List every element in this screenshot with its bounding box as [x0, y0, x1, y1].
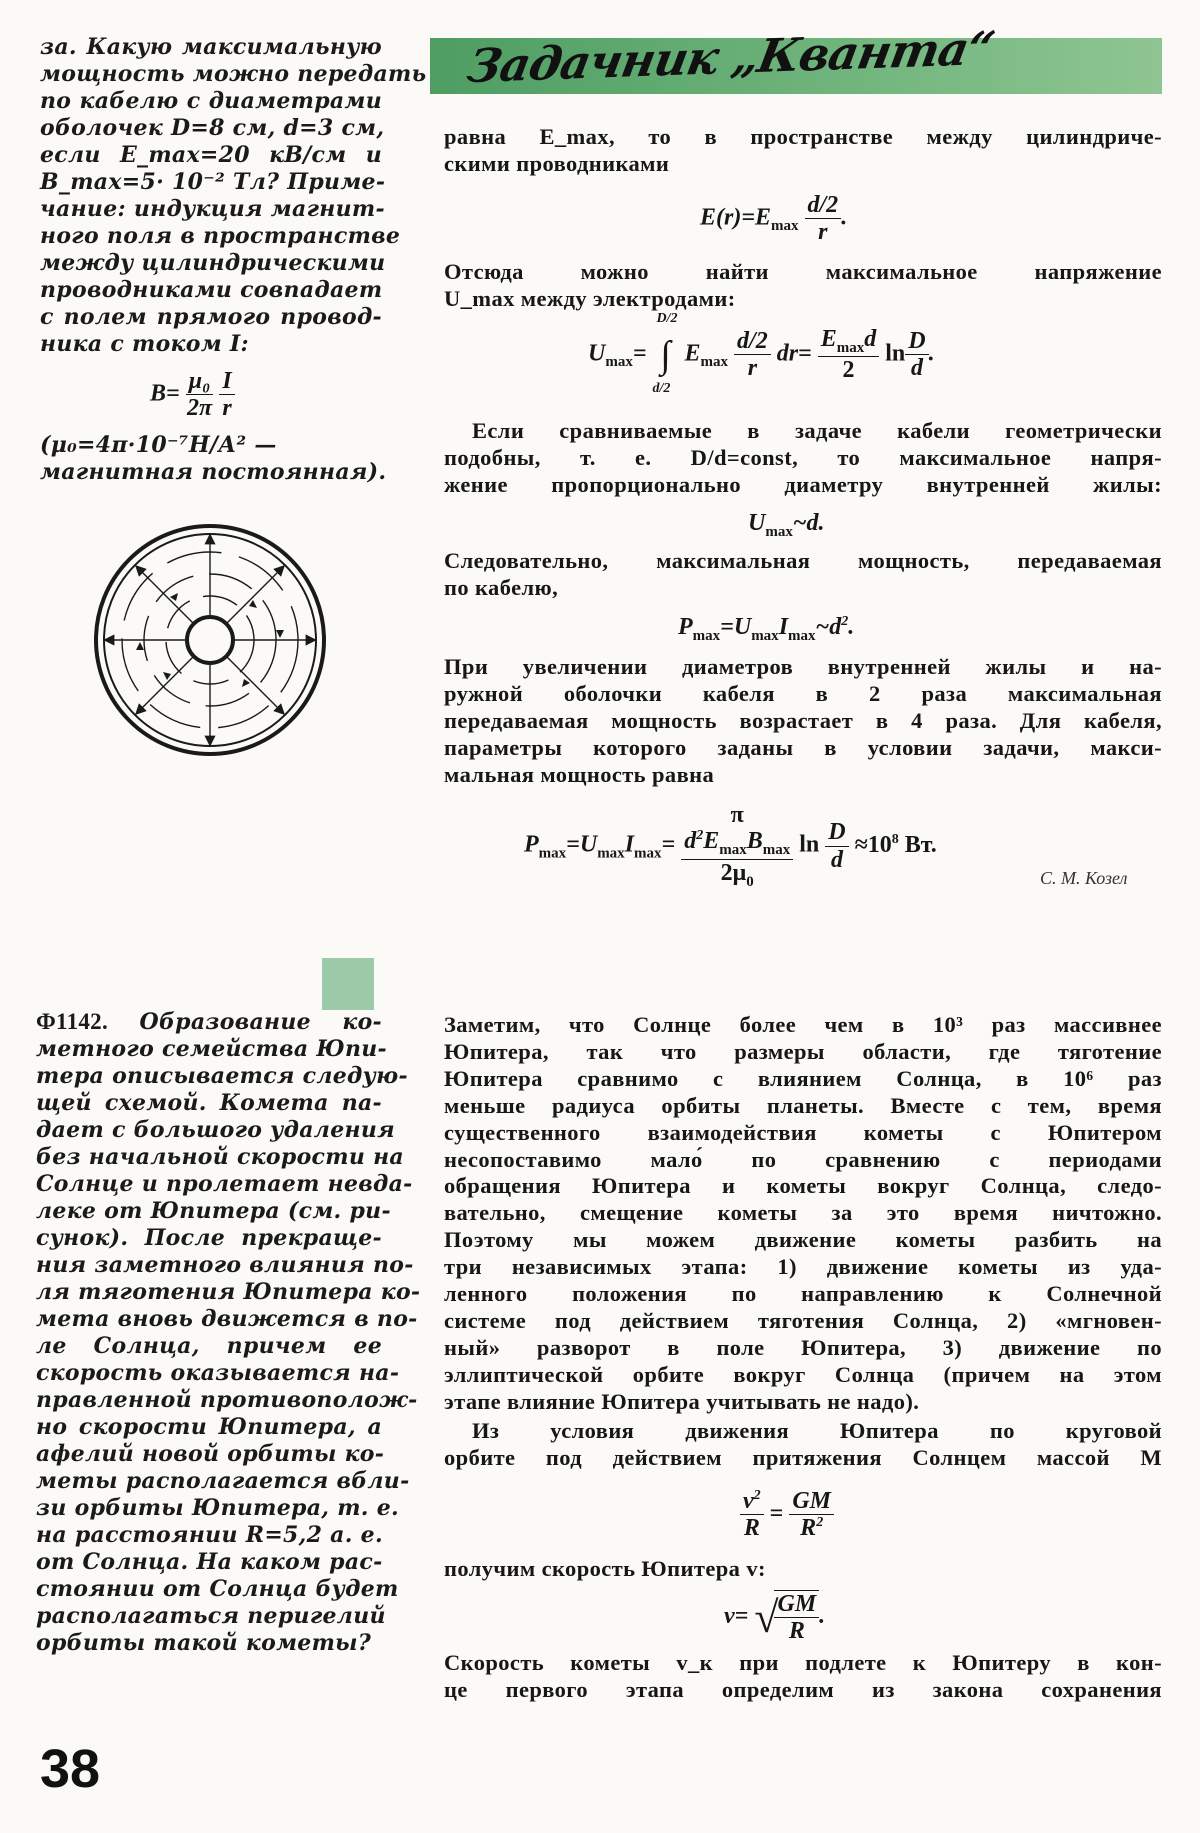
formula-p-max: $P_{max}=U_{max}I_{max}=$ π $d^2E_{max}B_{max}$ $2\mu_0$ ln $\frac{D}{d}$ $\approx 10^8$ Вт.: [524, 802, 937, 890]
text-line: стоянии от Солнца будет: [36, 1576, 399, 1602]
text-line: системе под действием тяготения Солнца, 2) «мгновен-: [444, 1307, 1162, 1333]
text-line: меты располагается вбли-: [36, 1468, 410, 1494]
text-line: с полем прямого провод-: [40, 304, 382, 330]
text-line: Если сравниваемые в задаче кабели геометрически: [472, 418, 1162, 443]
text-line: Поэтому мы можем движение кометы разбить на: [444, 1227, 1162, 1253]
text-line: Отсюда можно найти максимальное напряжение: [444, 259, 1162, 284]
text-line: по кабелю,: [444, 574, 559, 600]
problem-number: Ф1142.: [36, 1009, 109, 1034]
text-line: U_max между электродами:: [444, 285, 736, 311]
fraction: [186, 368, 214, 422]
text-line: сунок). После прекраще-: [36, 1225, 382, 1251]
text-line: этапе влияние Юпитера учитывать не надо).: [444, 1388, 920, 1414]
text-line: Скорость кометы v_к при подлете к Юпитеру в кон-: [444, 1650, 1162, 1675]
text-line: B_max=5· 10⁻² Тл? Приме-: [40, 169, 386, 195]
text-line: Следовательно, максимальная мощность, передаваемая: [444, 548, 1162, 573]
text-line: проводниками совпадает: [40, 277, 383, 303]
text-line: магнитная постоянная).: [40, 459, 387, 485]
text-line: вательно, смещение кометы за это время ничтожно.: [444, 1200, 1162, 1226]
text-line: мета вновь движется в по-: [36, 1306, 418, 1332]
text-line: располагаться перигелий: [36, 1603, 386, 1629]
problem-first-line: Образование ко-: [139, 1009, 382, 1035]
text-line: получим скорость Юпитера v:: [444, 1556, 766, 1581]
text-line: но скорости Юпитера, а: [36, 1414, 382, 1440]
formula-e-field: $E(r)=E_{max}$ $\frac{d/2}{r}$ .: [700, 192, 848, 246]
integral-upper-limit: D/2: [656, 310, 678, 326]
solution2-paragraph-3: [444, 1556, 1162, 1583]
text-line: правленной противополож-: [36, 1387, 418, 1413]
text-line: от Солнца. На каком рас-: [36, 1549, 383, 1575]
text-line: равна E_max, то в пространстве между цилиндриче-: [444, 124, 1162, 149]
text-line: параметры которого заданы в условии задачи, макси-: [444, 734, 1162, 760]
numerator: I: [219, 368, 234, 395]
formula-circular-orbit: $\frac{v^2}{R}$ = $\frac{GM}{R^2}$: [740, 1488, 834, 1542]
problem-marker: [322, 958, 374, 1010]
text-line: ружной оболочки кабеля в 2 раза максимальная: [444, 680, 1162, 706]
text-line: обращения Юпитера и кометы вокруг Солнца, следо-: [444, 1173, 1162, 1199]
text-line: без начальной скорости на: [36, 1144, 404, 1170]
text-line: Из условия движения Юпитера по круговой: [472, 1418, 1162, 1443]
text-line: эллиптической орбите вокруг Солнца (причем на этом: [444, 1361, 1162, 1387]
integral-lower-limit: d/2: [652, 380, 671, 396]
text-line: подобны, т. е. D/d=const, то максимальное напря-: [444, 444, 1162, 470]
text-line: мальная мощность равна: [444, 761, 715, 787]
text-line: ного поля в пространстве: [40, 223, 401, 249]
solution-paragraph-2: [444, 259, 1162, 313]
text-line: Заметим, что Солнце более чем в 10³ раз массивнее: [444, 1012, 1162, 1037]
author-signature: С. М. Козел: [1040, 868, 1128, 888]
page-number: 38: [40, 1739, 101, 1799]
formula-jupiter-speed: v= √ $\frac{GM}{R}$ .: [724, 1591, 826, 1645]
text-line: зи орбиты Юпитера, т. е.: [36, 1495, 399, 1521]
text-line: метного семейства Юпи-: [36, 1036, 387, 1062]
text-line: леке от Юпитера (см. ри-: [36, 1198, 391, 1224]
text-line: скорость оказывается на-: [36, 1360, 400, 1386]
text-line: если E_max=20 кВ/см и: [40, 142, 382, 168]
text-line: ленного положения по направлению к Солнечной: [444, 1281, 1162, 1307]
solution2-paragraph-4: [444, 1650, 1162, 1704]
denominator: r: [222, 395, 232, 422]
solution-paragraph-4: [444, 548, 1162, 602]
text-line: на расстоянии R=5,2 а. е.: [36, 1522, 383, 1548]
solution-paragraph-5: [444, 654, 1162, 789]
formula-p-proportional: $P_{max}=U_{max}I_{max}\sim d^2$.: [678, 614, 855, 644]
solution2-paragraph-1: [444, 1012, 1162, 1416]
text-line: При увеличении диаметров внутренней жилы и на-: [444, 654, 1162, 679]
formula-b-field: [150, 368, 235, 422]
text-line: тера описывается следую-: [36, 1063, 408, 1089]
text-line: (μ₀=4π·10⁻⁷Н/А² —: [40, 432, 277, 458]
text-line: существенного взаимодействия кометы с Юпитером: [444, 1119, 1162, 1145]
text-line: щей схемой. Комета па-: [36, 1090, 382, 1116]
text-line: передаваемая мощность возрастает в 4 раза. Для кабеля,: [444, 707, 1162, 733]
text-line: орбиты такой кометы?: [36, 1630, 372, 1656]
left-note: [40, 432, 387, 486]
text-line: ния заметного влияния по-: [36, 1252, 414, 1278]
fraction: [219, 368, 234, 422]
coaxial-field-diagram: [90, 520, 330, 760]
denominator: 2π: [186, 395, 213, 422]
formula-u-proportional: $U_{max}\sim d$.: [748, 510, 825, 540]
text-line: ле Солнца, причем ее: [36, 1333, 382, 1359]
text-line: чание: индукция магнит-: [40, 196, 385, 222]
numerator: μ₀: [186, 368, 214, 395]
text-line: жение пропорционально диаметру внутренней жилы:: [444, 471, 1162, 497]
text-line: скими проводниками: [444, 150, 670, 176]
text-line: три независимых этапа: 1) движение кометы из уда-: [444, 1254, 1162, 1280]
text-line: орбите под действием притяжения Солнцем массой M: [444, 1444, 1162, 1470]
text-line: [36, 1008, 382, 1036]
text-line: мощность можно передать: [40, 61, 427, 87]
section-banner-title: Задачник „Кванта“: [463, 20, 999, 94]
text-line: по кабелю с диаметрами: [40, 88, 382, 114]
text-line: Солнце и пролетает невда-: [36, 1171, 413, 1197]
solution-paragraph-1: [444, 124, 1162, 178]
formula-lhs: B=: [150, 380, 180, 407]
solution-paragraph-3: [444, 418, 1162, 499]
text-line: ный» разворот в поле Юпитера, 3) движение по: [444, 1334, 1162, 1360]
text-line: Юпитера, так что размеры области, где тяготение: [444, 1038, 1162, 1064]
left-problem-text: [40, 34, 427, 358]
text-line: оболочек D=8 см, d=3 см,: [40, 115, 385, 141]
text-line: ника с током I:: [40, 331, 249, 357]
text-line: ля тяготения Юпитера ко-: [36, 1279, 421, 1305]
text-line: Юпитера сравнимо с влиянием Солнца, в 10⁶ раз: [444, 1065, 1162, 1091]
solution2-paragraph-2: [444, 1418, 1162, 1472]
text-line: за. Какую максимальную: [40, 34, 382, 60]
formula-u-max: $U_{max}=$ ∫ D/2 d/2 $E_{max}$ $\frac{d/2}{r}$ dr= $\frac{E_{max}d}{2}$ ln $\frac{D}{d}$ .: [588, 310, 935, 396]
text-line: меньше радиуса орбиты планеты. Вместе с тем, время: [444, 1092, 1162, 1118]
text-line: между цилиндрическими: [40, 250, 386, 276]
text-line: несопоставимо мало́ по сравнению с периодами: [444, 1146, 1162, 1172]
text-line: афелий новой орбиты ко-: [36, 1441, 385, 1467]
text-line: це первого этапа определим из закона сохранения: [444, 1676, 1162, 1702]
text-line: дает с большого удаления: [36, 1117, 395, 1143]
problem-f1142: [36, 1008, 421, 1657]
